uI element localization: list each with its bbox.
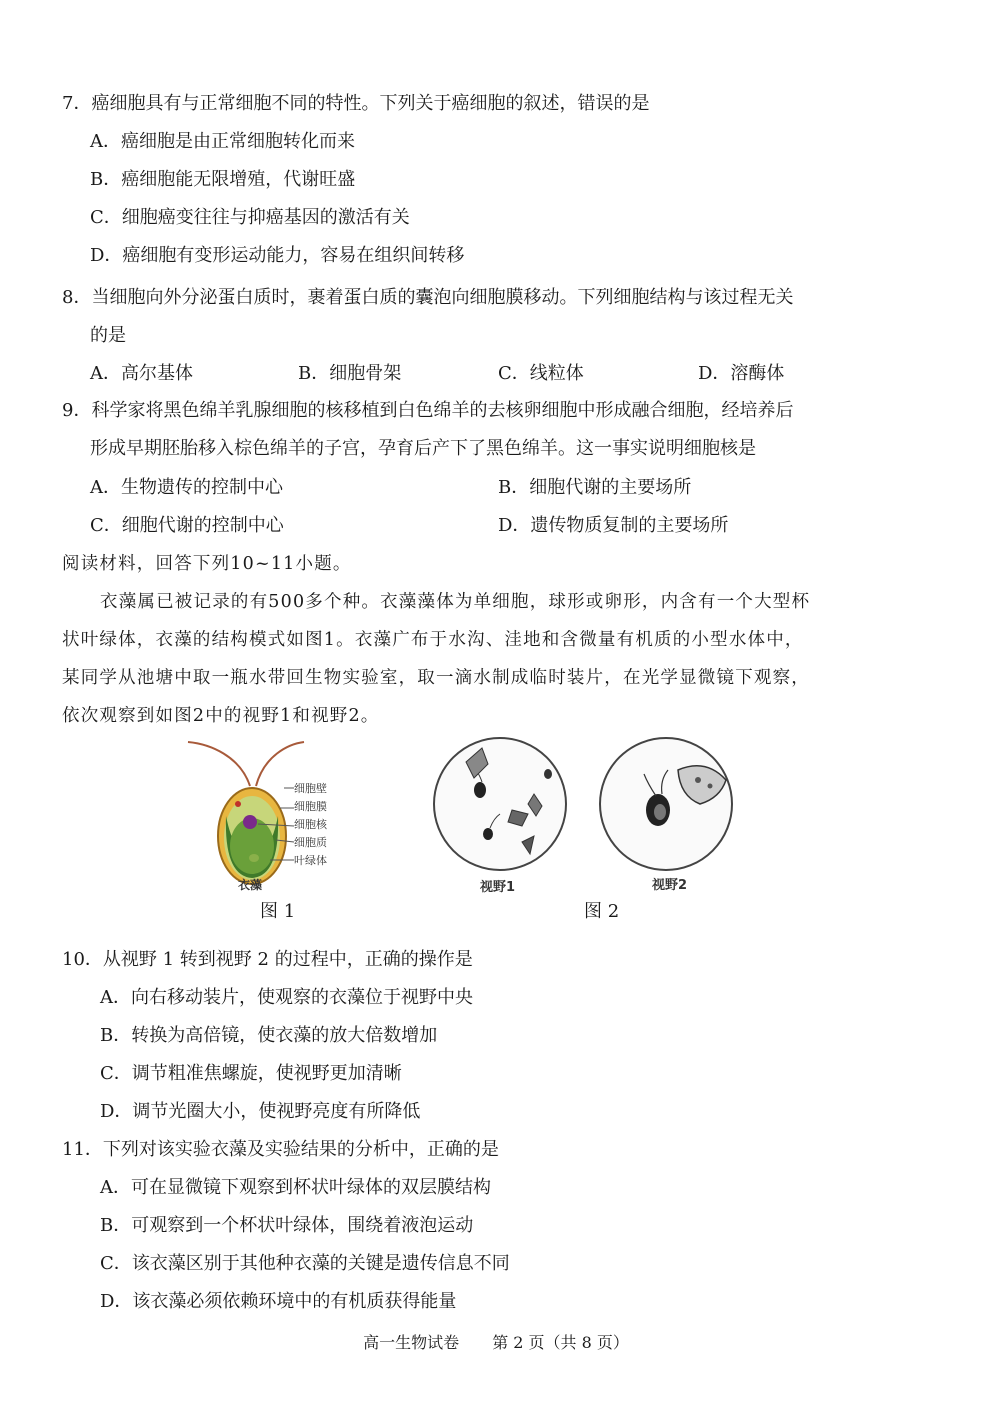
figure-2-microscope-views	[430, 734, 740, 884]
question-11-option-a: A．可在显微镜下观察到杯状叶绿体的双层膜结构	[100, 1177, 491, 1198]
question-10-option-a: A．向右移动装片，使观察的衣藻位于视野中央	[100, 987, 473, 1008]
view-1-label: 视野1	[480, 880, 516, 895]
material-paragraph-line-2: 状叶绿体，衣藻的结构模式如图1。衣藻广布于水沟、洼地和含微量有机质的小型水体中，	[62, 630, 804, 650]
label-cell-membrane: 细胞膜	[294, 800, 327, 813]
question-9-stem: 9．科学家将黑色绵羊乳腺细胞的核移植到白色绵羊的去核卵细胞中形成融合细胞，经培养后	[62, 400, 794, 421]
material-paragraph-line-3: 某同学从池塘中取一瓶水带回生物实验室，取一滴水制成临时装片，在光学显微镜下观察，	[62, 668, 810, 688]
footer-page-number: 第 2 页（共 8 页）	[492, 1333, 629, 1352]
question-7-option-d: D．癌细胞有变形运动能力，容易在组织间转移	[90, 245, 465, 266]
label-cytoplasm: 细胞质	[294, 836, 327, 849]
label-cell-wall: 细胞壁	[294, 782, 327, 795]
question-9-stem-cont: 形成早期胚胎移入棕色绵羊的子宫，孕育后产下了黑色绵羊。这一事实说明细胞核是	[90, 438, 756, 459]
question-8-stem: 8．当细胞向外分泌蛋白质时，裹着蛋白质的囊泡向细胞膜移动。下列细胞结构与该过程无关	[62, 287, 794, 308]
question-8-option-c: C．线粒体	[498, 363, 584, 384]
question-8-option-d: D．溶酶体	[698, 363, 785, 384]
figure-2-caption: 图 2	[584, 901, 620, 922]
question-7-option-a: A．癌细胞是由正常细胞转化而来	[90, 131, 355, 152]
page-footer	[0, 1332, 992, 1354]
figure-1-organism-name: 衣藻	[238, 878, 263, 892]
question-9-option-d: D．遗传物质复制的主要场所	[498, 515, 729, 536]
question-7-option-c: C．细胞癌变往往与抑癌基因的激活有关	[90, 207, 410, 228]
question-8-option-a: A．高尔基体	[90, 363, 193, 384]
material-intro: 阅读材料，回答下列10~11小题。	[62, 554, 352, 574]
figure-1-labels	[294, 780, 327, 870]
question-10-option-b: B．转换为高倍镜，使衣藻的放大倍数增加	[100, 1025, 438, 1046]
label-chloroplast: 叶绿体	[294, 854, 327, 867]
question-7-stem: 7．癌细胞具有与正常细胞不同的特性。下列关于癌细胞的叙述，错误的是	[62, 93, 650, 114]
question-9-option-c: C．细胞代谢的控制中心	[90, 515, 284, 536]
figure-1-caption: 图 1	[260, 901, 296, 922]
view-2-label: 视野2	[652, 878, 688, 893]
question-10-option-c: C．调节粗准焦螺旋，使视野更加清晰	[100, 1063, 402, 1084]
question-10-stem: 10．从视野 1 转到视野 2 的过程中，正确的操作是	[62, 949, 473, 970]
question-9-option-b: B．细胞代谢的主要场所	[498, 477, 692, 498]
question-11-option-c: C．该衣藻区别于其他种衣藻的关键是遗传信息不同	[100, 1253, 510, 1274]
question-11-stem: 11．下列对该实验衣藻及实验结果的分析中，正确的是	[62, 1139, 499, 1160]
question-9-option-a: A．生物遗传的控制中心	[90, 477, 283, 498]
label-nucleus: 细胞核	[294, 818, 327, 831]
question-7-option-b: B．癌细胞能无限增殖，代谢旺盛	[90, 169, 356, 190]
question-10-option-d: D．调节光圈大小，使视野亮度有所降低	[100, 1101, 421, 1122]
footer-subject: 高一生物试卷	[363, 1333, 460, 1352]
question-8-stem-cont: 的是	[90, 325, 126, 346]
question-8-option-b: B．细胞骨架	[298, 363, 402, 384]
question-11-option-d: D．该衣藻必须依赖环境中的有机质获得能量	[100, 1291, 457, 1312]
material-paragraph-line-4: 依次观察到如图2中的视野1和视野2。	[62, 706, 380, 726]
material-paragraph-line-1: 衣藻属已被记录的有500多个种。衣藻藻体为单细胞，球形或卵形，内含有一个大型杯	[100, 592, 811, 612]
question-11-option-b: B．可观察到一个杯状叶绿体，围绕着液泡运动	[100, 1215, 474, 1236]
